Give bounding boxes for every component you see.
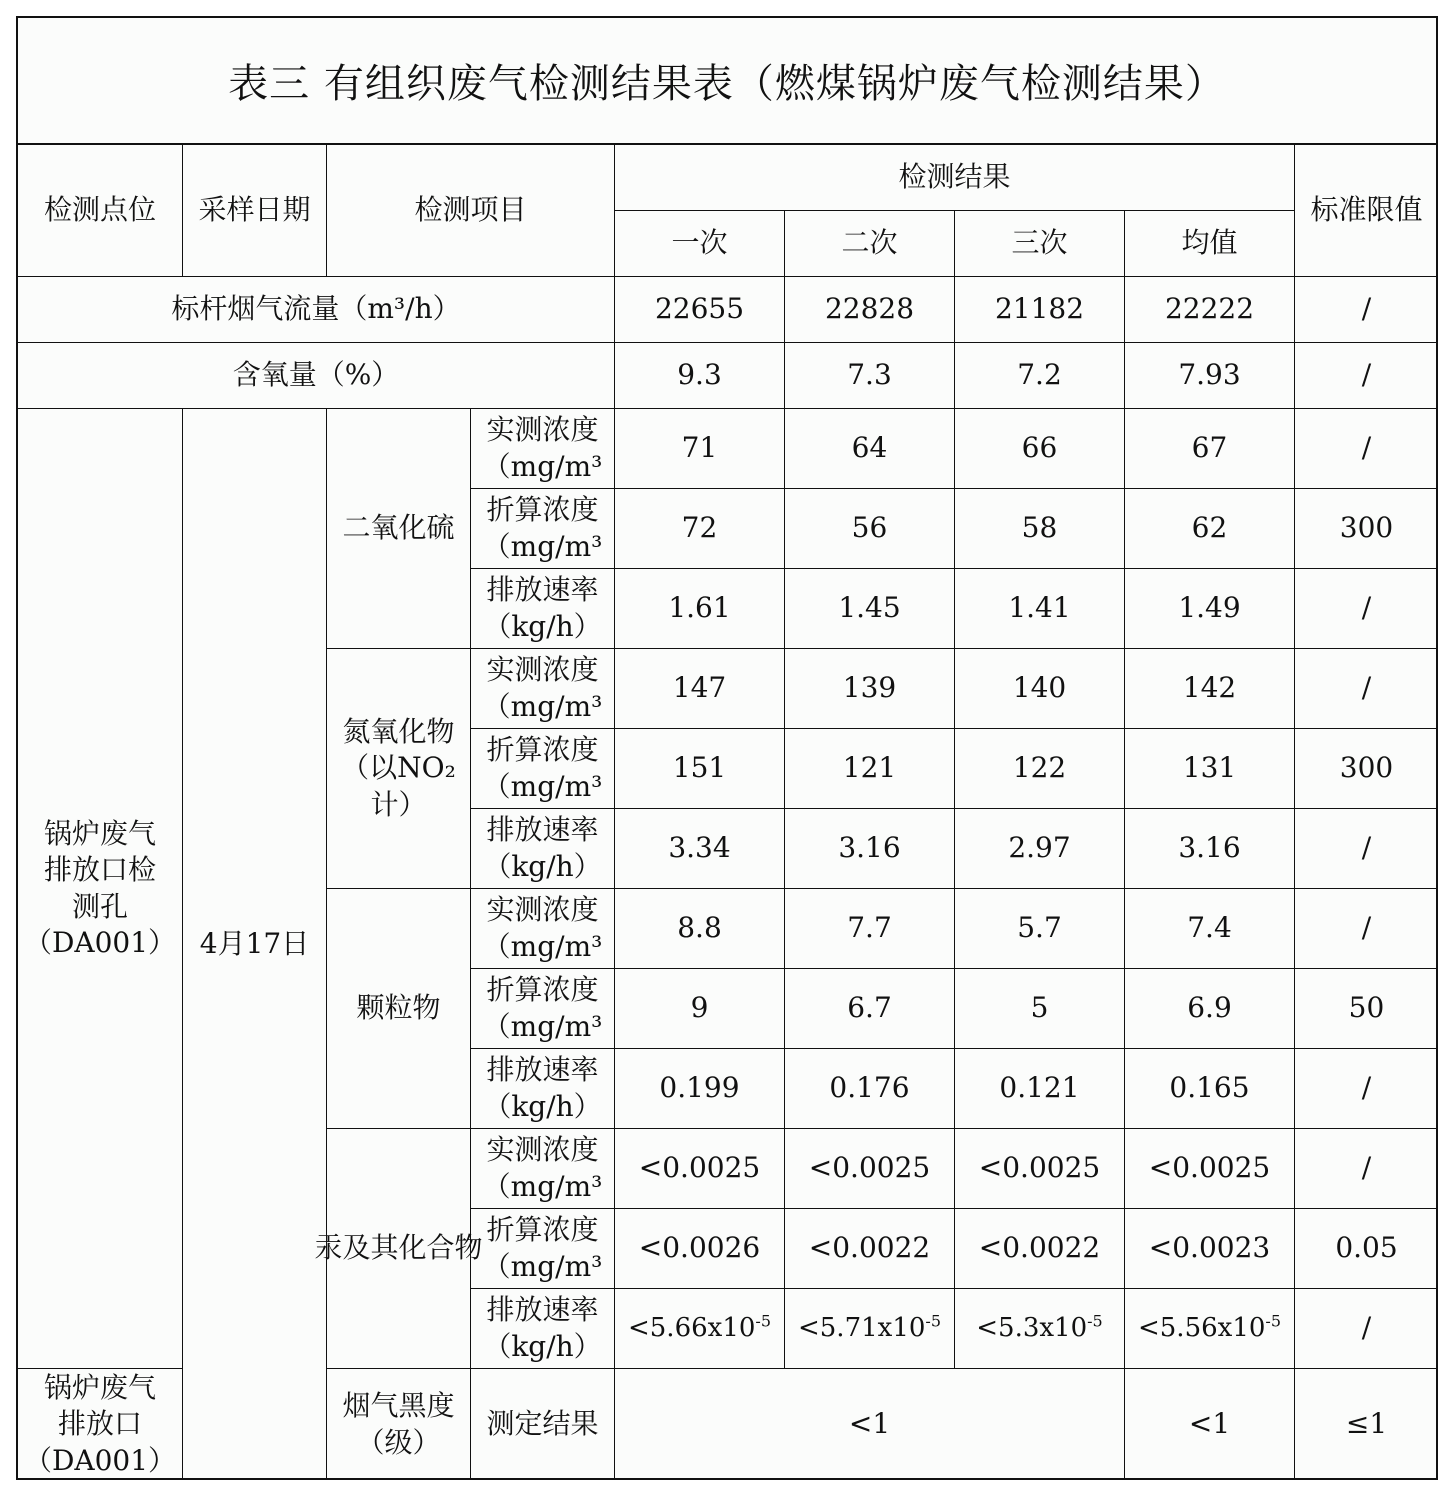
param-name-line: （mg/m³ [482, 689, 603, 723]
measure-value-text: $<5.56x10^{-5}$ [1137, 1310, 1282, 1343]
site-name-2-line: 排放口 [57, 1407, 142, 1441]
exponent: -5 [1087, 1310, 1103, 1330]
measure-value-text: <0.0026 [638, 1231, 761, 1265]
exponent: -5 [925, 1310, 942, 1330]
param-name-line: （kg/h） [483, 609, 602, 643]
header-run-text: 均值 [1181, 226, 1238, 260]
measure-value [955, 1129, 1125, 1209]
measure-value [955, 1289, 1125, 1369]
blackness-name [327, 1369, 471, 1480]
header-item-text: 检测项目 [414, 193, 527, 227]
measure-value [1125, 569, 1295, 649]
param-name [471, 649, 615, 729]
flow-value-text: 22828 [824, 292, 915, 326]
pollutant-name-line: 二氧化硫 [342, 511, 455, 545]
measure-value [955, 809, 1125, 889]
pollutant-name-line: 计） [370, 787, 427, 821]
limit-value [1295, 1209, 1438, 1289]
blackness-limit [1295, 1369, 1438, 1480]
measure-value [615, 1209, 785, 1289]
param-name [471, 569, 615, 649]
param-name-line: （mg/m³ [482, 529, 603, 563]
pollutant-name-line: 颗粒物 [356, 991, 441, 1025]
pollutant-name [327, 889, 471, 1129]
measure-value-text: 0.199 [659, 1071, 740, 1105]
measure-value [785, 889, 955, 969]
flow-value-text: 22222 [1164, 292, 1255, 326]
measure-value [1125, 729, 1295, 809]
measure-value-text: 0.121 [999, 1071, 1080, 1105]
flow-value [615, 277, 785, 343]
header-run [615, 211, 785, 277]
measure-value-text: 7.7 [847, 911, 892, 945]
measure-value [615, 649, 785, 729]
header-run [1125, 211, 1295, 277]
exponent: -5 [755, 1310, 772, 1330]
measure-value-text: 6.9 [1187, 991, 1232, 1025]
param-name-line: 实测浓度 [486, 1133, 599, 1167]
oxygen-value-text: 9.3 [677, 358, 722, 392]
measure-value [955, 1049, 1125, 1129]
limit-value [1295, 1129, 1438, 1209]
param-name [471, 809, 615, 889]
measure-value-text: 58 [1021, 511, 1058, 545]
param-name-line: 实测浓度 [486, 413, 599, 447]
measure-value [615, 489, 785, 569]
measure-value-text: 139 [842, 671, 897, 705]
flow-value-text: 22655 [654, 292, 745, 326]
blackness-name-line: （级） [356, 1425, 441, 1459]
measure-value-text: 56 [851, 511, 888, 545]
flow-value-text: 21182 [994, 292, 1085, 326]
measure-value-text: 3.16 [1178, 831, 1241, 865]
param-name [471, 889, 615, 969]
table-title: 表三 有组织废气检测结果表（燃煤锅炉废气检测结果） [18, 18, 1436, 145]
measure-value [785, 569, 955, 649]
measure-value [1125, 1209, 1295, 1289]
param-name-line: 实测浓度 [486, 893, 599, 927]
measure-value [615, 889, 785, 969]
limit-value [1295, 409, 1438, 489]
limit-value-text: 0.05 [1335, 1231, 1398, 1265]
measure-value-text: <0.0025 [978, 1151, 1101, 1185]
measure-value [785, 969, 955, 1049]
limit-value-text: 50 [1348, 991, 1385, 1025]
param-name-line: （mg/m³ [482, 1169, 603, 1203]
measure-value [1125, 1289, 1295, 1369]
header-run-text: 二次 [841, 226, 898, 260]
param-name [471, 1209, 615, 1289]
param-name-line: （kg/h） [483, 1329, 602, 1363]
measure-value-text: 1.49 [1178, 591, 1241, 625]
blackness-name-line: 烟气黑度 [342, 1389, 455, 1423]
param-name-line: 排放速率 [486, 573, 599, 607]
measure-value [955, 649, 1125, 729]
measure-value [955, 409, 1125, 489]
limit-value [1295, 729, 1438, 809]
measure-value [615, 729, 785, 809]
param-name-line: （kg/h） [483, 1089, 602, 1123]
header-run-text: 三次 [1011, 226, 1068, 260]
measure-value [1125, 889, 1295, 969]
header-site [18, 145, 183, 277]
limit-value-text: / [1361, 591, 1372, 625]
header-date-text: 采样日期 [198, 193, 311, 227]
measure-value-text: 9 [690, 991, 709, 1025]
sample-date [183, 409, 327, 1480]
flow-label-text: 标杆烟气流量（m³/h） [171, 292, 461, 326]
measure-value-text: 151 [672, 751, 727, 785]
measure-value-text: 67 [1191, 431, 1228, 465]
result-table [16, 16, 1438, 1480]
flow-limit-text: / [1361, 292, 1372, 326]
measure-value-text: 140 [1012, 671, 1067, 705]
site-name-line: 排放口检 [43, 853, 156, 887]
param-name-line: （mg/m³ [482, 769, 603, 803]
measure-value-text: $<5.66x10^{-5}$ [627, 1310, 772, 1343]
measure-value [955, 1209, 1125, 1289]
param-name [471, 409, 615, 489]
measure-value [1125, 409, 1295, 489]
measure-value-text: 122 [1012, 751, 1067, 785]
blackness-average [1125, 1369, 1295, 1480]
pollutant-name-line: 氮氧化物 [342, 714, 455, 748]
pollutant-name [327, 409, 471, 649]
measure-value-text: 0.165 [1169, 1071, 1250, 1105]
header-limit-text: 标准限值 [1310, 193, 1423, 227]
param-name-line: 实测浓度 [486, 653, 599, 687]
pollutant-name-line: 汞及其化合物 [314, 1231, 483, 1265]
site-name-2-line: 锅炉废气 [43, 1370, 156, 1404]
oxygen-value [785, 343, 955, 409]
measure-value [785, 1049, 955, 1129]
measure-value [615, 809, 785, 889]
oxygen-label-text: 含氧量（%） [232, 358, 400, 392]
measure-value-text: 1.41 [1008, 591, 1071, 625]
site-name-2 [18, 1369, 183, 1480]
limit-value [1295, 1289, 1438, 1369]
blackness-result-text: <1 [848, 1407, 891, 1441]
limit-value-text: / [1361, 911, 1372, 945]
header-item [327, 145, 615, 277]
param-name [471, 969, 615, 1049]
measure-value [1125, 1129, 1295, 1209]
measure-value-text: <0.0022 [808, 1231, 931, 1265]
param-name-line: （mg/m³ [482, 449, 603, 483]
measure-value-text: <0.0022 [978, 1231, 1101, 1265]
measure-value-text: 66 [1021, 431, 1058, 465]
blackness-average-text: <1 [1188, 1407, 1231, 1441]
param-name-line: （mg/m³ [482, 929, 603, 963]
measure-value-text: <0.0025 [808, 1151, 931, 1185]
measure-value-text: 131 [1182, 751, 1237, 785]
measure-value-text: <0.0023 [1148, 1231, 1271, 1265]
param-name [471, 1129, 615, 1209]
oxygen-value-text: 7.93 [1178, 358, 1241, 392]
measure-value [955, 969, 1125, 1049]
oxygen-value [955, 343, 1125, 409]
header-run [955, 211, 1125, 277]
param-name-line: 折算浓度 [486, 1213, 599, 1247]
measure-value [785, 409, 955, 489]
blackness-result [615, 1369, 1125, 1480]
measure-value-text: 72 [681, 511, 718, 545]
limit-value-text: 300 [1339, 751, 1394, 785]
limit-value-text: 300 [1339, 511, 1394, 545]
limit-value [1295, 809, 1438, 889]
measure-value [1125, 489, 1295, 569]
header-date [183, 145, 327, 277]
header-limit [1295, 145, 1438, 277]
measure-value-text: 0.176 [829, 1071, 910, 1105]
oxygen-value [1125, 343, 1295, 409]
measure-value [785, 809, 955, 889]
pollutant-name [314, 1129, 483, 1369]
site-name-line: （DA001） [23, 925, 177, 959]
measure-value [955, 569, 1125, 649]
measure-value-text: $<5.3x10^{-5}$ [976, 1310, 1103, 1343]
measure-value [955, 489, 1125, 569]
measure-value-text: <0.0025 [638, 1151, 761, 1185]
param-name-line: 折算浓度 [486, 493, 599, 527]
measure-value-text: 5.7 [1017, 911, 1062, 945]
param-name [471, 489, 615, 569]
pollutant-name [327, 649, 471, 889]
measure-value-text: 3.34 [668, 831, 731, 865]
header-run-text: 一次 [671, 226, 728, 260]
flow-value [1125, 277, 1295, 343]
limit-value-text: / [1361, 831, 1372, 865]
measure-value-text: $<5.71x10^{-5}$ [797, 1310, 942, 1343]
header-result-text: 检测结果 [898, 160, 1011, 194]
site-name-line: 测孔 [71, 889, 128, 923]
flow-value [785, 277, 955, 343]
measure-value [1125, 649, 1295, 729]
measure-value [955, 889, 1125, 969]
oxygen-value-text: 7.2 [1017, 358, 1062, 392]
measure-value [1125, 969, 1295, 1049]
blackness-param [471, 1369, 615, 1480]
measure-value [785, 729, 955, 809]
limit-value [1295, 489, 1438, 569]
measure-value [615, 409, 785, 489]
measure-value-text: 147 [672, 671, 727, 705]
limit-value [1295, 569, 1438, 649]
measure-value [785, 1129, 955, 1209]
header-result [615, 145, 1295, 211]
limit-value-text: / [1361, 1071, 1372, 1105]
measure-value [615, 1289, 785, 1369]
limit-value-text: / [1361, 671, 1372, 705]
measure-value-text: 8.8 [677, 911, 722, 945]
measure-value [615, 1049, 785, 1129]
limit-value-text: / [1361, 1151, 1372, 1185]
oxygen-limit [1295, 343, 1438, 409]
param-name-line: 排放速率 [486, 1293, 599, 1327]
param-name-line: 排放速率 [486, 813, 599, 847]
measure-value-text: 2.97 [1008, 831, 1071, 865]
limit-value [1295, 1049, 1438, 1129]
header-run [785, 211, 955, 277]
flow-limit [1295, 277, 1438, 343]
measure-value-text: 62 [1191, 511, 1228, 545]
param-name-line: （mg/m³ [482, 1009, 603, 1043]
oxygen-label [18, 343, 615, 409]
param-name [471, 729, 615, 809]
measure-value-text: 64 [851, 431, 888, 465]
measure-value [785, 1209, 955, 1289]
sample-date-text: 4月17日 [199, 927, 310, 961]
pollutant-name-line: （以NO₂ [341, 751, 456, 785]
param-name-line: 折算浓度 [486, 973, 599, 1007]
measure-value-text: 7.4 [1187, 911, 1232, 945]
site-name [18, 409, 183, 1369]
param-name-line: 折算浓度 [486, 733, 599, 767]
param-name [471, 1289, 615, 1369]
measure-value-text: <0.0025 [1148, 1151, 1271, 1185]
oxygen-value [615, 343, 785, 409]
measure-value [1125, 1049, 1295, 1129]
limit-value-text: / [1361, 431, 1372, 465]
oxygen-limit-text: / [1361, 358, 1372, 392]
param-name-line: 排放速率 [486, 1053, 599, 1087]
limit-value [1295, 969, 1438, 1049]
limit-value-text: / [1361, 1311, 1372, 1345]
measure-value [785, 649, 955, 729]
measure-value-text: 1.61 [668, 591, 731, 625]
measure-value [785, 489, 955, 569]
header-site-text: 检测点位 [43, 193, 156, 227]
flow-value [955, 277, 1125, 343]
measure-value [785, 1289, 955, 1369]
blackness-param-text: 测定结果 [486, 1407, 599, 1441]
measure-value-text: 1.45 [838, 591, 901, 625]
measure-value [1125, 809, 1295, 889]
oxygen-value-text: 7.3 [847, 358, 892, 392]
measure-value [615, 569, 785, 649]
exponent: -5 [1265, 1310, 1282, 1330]
site-name-line: 锅炉废气 [43, 816, 156, 850]
measure-value-text: 121 [842, 751, 897, 785]
limit-value [1295, 889, 1438, 969]
param-name [471, 1049, 615, 1129]
measure-value-text: 71 [681, 431, 718, 465]
measure-value-text: 5 [1030, 991, 1049, 1025]
param-name-line: （kg/h） [483, 849, 602, 883]
limit-value [1295, 649, 1438, 729]
flow-label [18, 277, 615, 343]
param-name-line: （mg/m³ [482, 1249, 603, 1283]
measure-value-text: 3.16 [838, 831, 901, 865]
blackness-limit-text: ≤1 [1345, 1407, 1388, 1441]
measure-value [615, 969, 785, 1049]
measure-value-text: 142 [1182, 671, 1237, 705]
measure-value-text: 6.7 [847, 991, 892, 1025]
site-name-2-line: （DA001） [23, 1443, 177, 1477]
measure-value [955, 729, 1125, 809]
measure-value [615, 1129, 785, 1209]
